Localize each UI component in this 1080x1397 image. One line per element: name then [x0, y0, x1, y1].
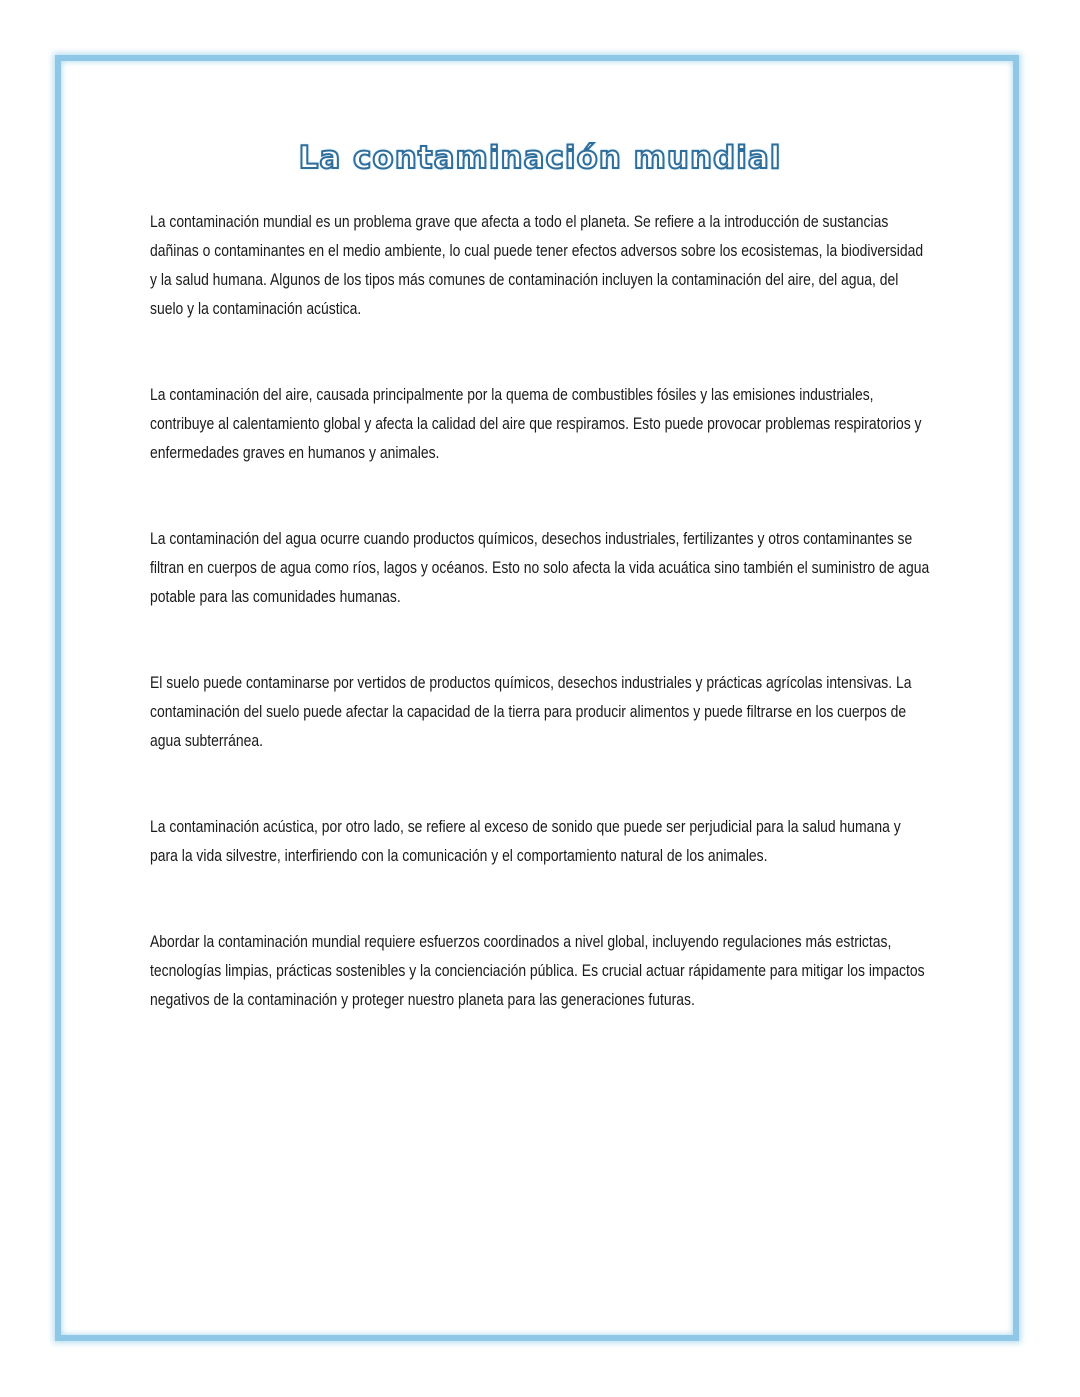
document-body — [150, 208, 930, 1072]
paragraph-conclusion: Abordar la contaminación mundial requiere esfuerzos coordinados a nivel global, incluyendo regulaciones más estrictas, tecnologías limpias, prácticas sostenibles y la concienciación pública. Es crucial actuar rápidamente para mitigar los impactos negativos de la contaminación y proteger nuestro planeta para las generaciones futuras. — [150, 933, 925, 1009]
paragraph-soil: El suelo puede contaminarse por vertidos de productos químicos, desechos industriales y prácticas agrícolas intensivas. La contaminación del suelo puede afectar la capacidad de la tierra para producir alimentos y puede filtrarse en los cuerpos de agua subterránea. — [150, 674, 912, 750]
page-title: La contaminación mundial — [298, 140, 782, 176]
paragraph-noise: La contaminación acústica, por otro lado, se refiere al exceso de sonido que puede ser perjudicial para la salud humana y para la vida silvestre, interfiriendo con la comunicación y el comportamiento natural de los animales. — [150, 818, 901, 865]
paragraph-air: La contaminación del aire, causada principalmente por la quema de combustibles fósiles y las emisiones industriales, contribuye al calentamiento global y afecta la calidad del aire que respiramos. Esto puede provocar problemas respiratorios y enfermedades graves en humanos y animales. — [150, 386, 922, 462]
paragraph-water: La contaminación del agua ocurre cuando productos químicos, desechos industriales, fertilizantes y otros contaminantes se filtran en cuerpos de agua como ríos, lagos y océanos. Esto no solo afecta la vida acuática sino también el suministro de agua potable para las comunidades humanas. — [150, 530, 930, 606]
paragraph-intro: La contaminación mundial es un problema grave que afecta a todo el planeta. Se refiere a la introducción de sustancias dañinas o contaminantes en el medio ambiente, lo cual puede tener efectos adversos sobre los ecosistemas, la biodiversidad y la salud humana. Algunos de los tipos más comunes de contaminación incluyen la contaminación del aire, del agua, del suelo y la contaminación acústica. — [150, 213, 924, 318]
